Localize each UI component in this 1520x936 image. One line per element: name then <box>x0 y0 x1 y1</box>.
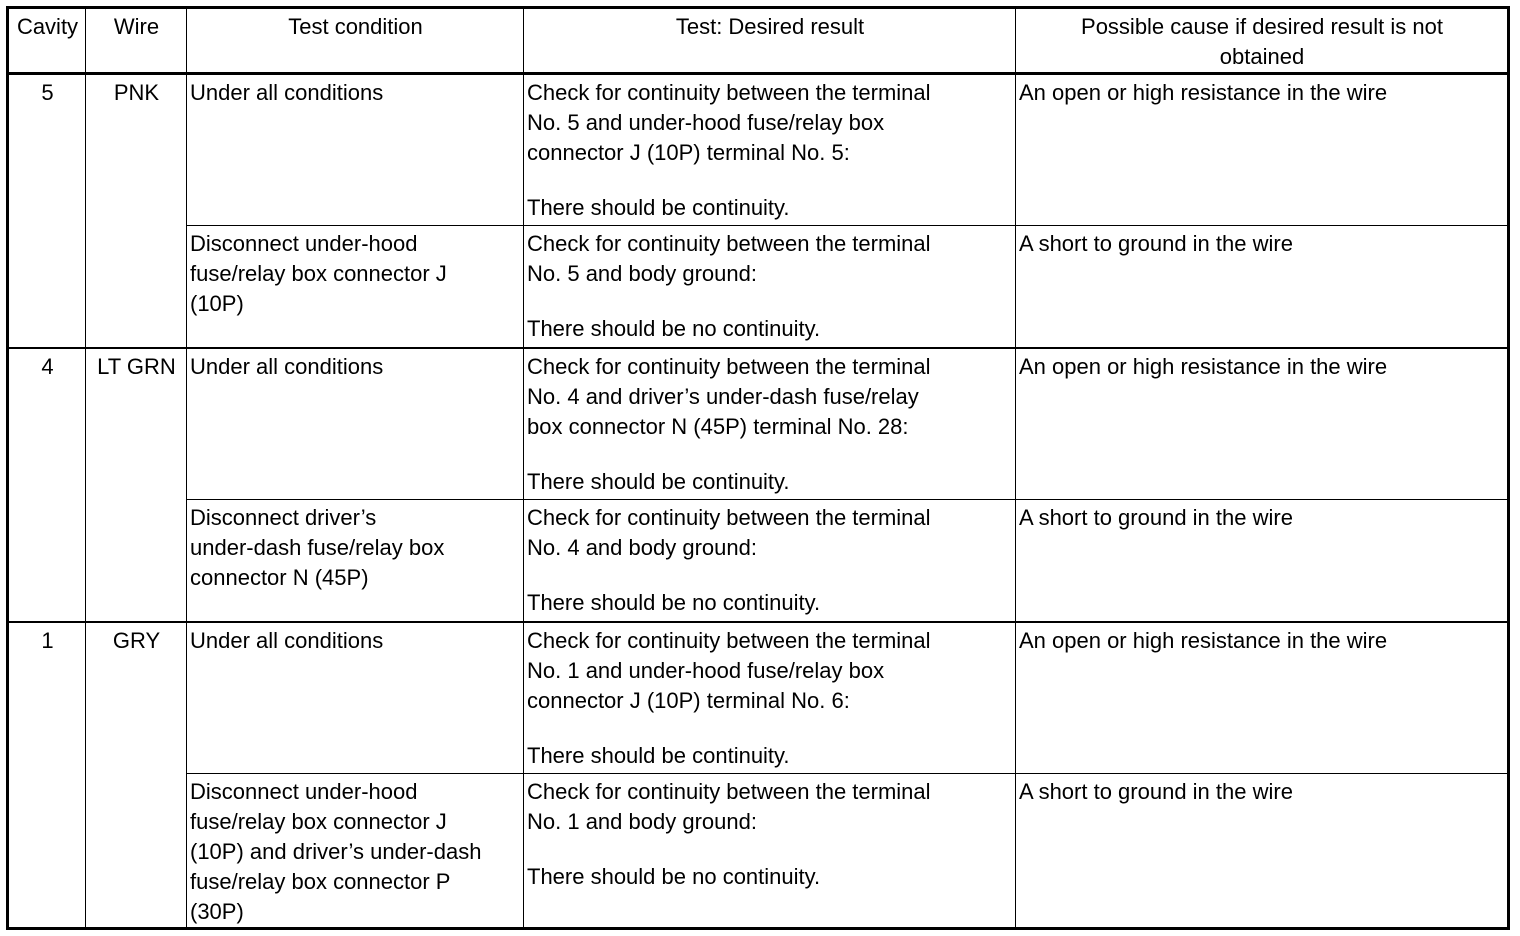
result-line: box connector N (45P) terminal No. 28: <box>527 413 909 439</box>
cavity-cell: 1 <box>8 622 86 929</box>
expected-outcome: There should be continuity. <box>527 195 790 220</box>
wire-cell: GRY <box>86 622 187 929</box>
cavity-cell: 5 <box>8 74 86 348</box>
expected-outcome: There should be no continuity. <box>527 316 821 341</box>
test-condition-cell <box>187 622 524 774</box>
result-line: Check for continuity between the terminal <box>527 353 931 379</box>
result-line: No. 5 and body ground: <box>527 261 757 286</box>
result-line: Check for continuity between the terminal <box>527 779 931 804</box>
header-desired-result: Test: Desired result <box>524 8 1016 74</box>
condition-line: Under all conditions <box>190 627 384 653</box>
test-condition-cell <box>187 774 524 929</box>
desired-result-cell <box>524 348 1016 500</box>
test-condition-cell <box>187 348 524 500</box>
desired-result-cell <box>524 622 1016 774</box>
result-line: Check for continuity between the terminal <box>527 627 931 653</box>
header-cause-line: Possible cause if desired result is not <box>1081 14 1443 39</box>
condition-line: fuse/relay box connector J <box>190 261 447 286</box>
desired-result-cell <box>524 774 1016 929</box>
result-line: No. 1 and under-hood fuse/relay box <box>527 657 885 683</box>
table-row <box>8 500 1509 622</box>
header-possible-cause <box>1016 8 1509 74</box>
condition-line: Under all conditions <box>190 80 384 105</box>
result-line: No. 5 and under-hood fuse/relay box <box>527 110 885 135</box>
header-row <box>8 8 1509 74</box>
wire-test-table <box>6 6 1510 930</box>
condition-line: (10P) and driver’s under-dash <box>190 839 482 864</box>
header-wire: Wire <box>86 8 187 74</box>
possible-cause-cell: A short to ground in the wire <box>1016 774 1509 929</box>
test-condition-cell <box>187 500 524 622</box>
table-row <box>8 348 1509 500</box>
condition-line: Disconnect under-hood <box>190 231 418 256</box>
result-line: connector J (10P) terminal No. 5: <box>527 140 850 165</box>
header-cause-line: obtained <box>1219 44 1305 69</box>
desired-result-cell <box>524 226 1016 348</box>
result-line: connector J (10P) terminal No. 6: <box>527 687 850 713</box>
possible-cause-cell: An open or high resistance in the wire <box>1016 74 1509 226</box>
condition-line: Disconnect driver’s <box>190 505 377 530</box>
wire-cell: PNK <box>86 74 187 348</box>
table-row <box>8 774 1509 929</box>
condition-line: (30P) <box>190 899 244 924</box>
test-condition-cell <box>187 74 524 226</box>
result-line: Check for continuity between the terminal <box>527 231 931 256</box>
condition-line: connector N (45P) <box>190 565 369 590</box>
expected-outcome: There should be no continuity. <box>527 590 821 615</box>
expected-outcome: There should be no continuity. <box>527 864 821 889</box>
table-row <box>8 74 1509 226</box>
header-cavity: Cavity <box>8 8 86 74</box>
test-condition-cell <box>187 226 524 348</box>
condition-line: Under all conditions <box>190 353 384 379</box>
possible-cause-cell: A short to ground in the wire <box>1016 226 1509 348</box>
table-row <box>8 226 1509 348</box>
condition-line: fuse/relay box connector P <box>190 869 451 894</box>
possible-cause-cell: A short to ground in the wire <box>1016 500 1509 622</box>
desired-result-cell <box>524 500 1016 622</box>
result-line: No. 4 and body ground: <box>527 535 757 560</box>
possible-cause-cell: An open or high resistance in the wire <box>1016 348 1509 500</box>
desired-result-cell <box>524 74 1016 226</box>
expected-outcome: There should be continuity. <box>527 742 790 768</box>
condition-line: (10P) <box>190 291 244 316</box>
condition-line: Disconnect under-hood <box>190 779 418 804</box>
result-line: No. 4 and driver’s under-dash fuse/relay <box>527 383 919 409</box>
result-line: Check for continuity between the terminal <box>527 80 931 105</box>
header-test-condition: Test condition <box>187 8 524 74</box>
condition-line: fuse/relay box connector J <box>190 809 447 834</box>
possible-cause-cell: An open or high resistance in the wire <box>1016 622 1509 774</box>
expected-outcome: There should be continuity. <box>527 468 790 494</box>
cavity-cell: 4 <box>8 348 86 622</box>
result-line: Check for continuity between the terminal <box>527 505 931 530</box>
result-line: No. 1 and body ground: <box>527 809 757 834</box>
table-row <box>8 622 1509 774</box>
condition-line: under-dash fuse/relay box <box>190 535 445 560</box>
wire-cell: LT GRN <box>86 348 187 622</box>
